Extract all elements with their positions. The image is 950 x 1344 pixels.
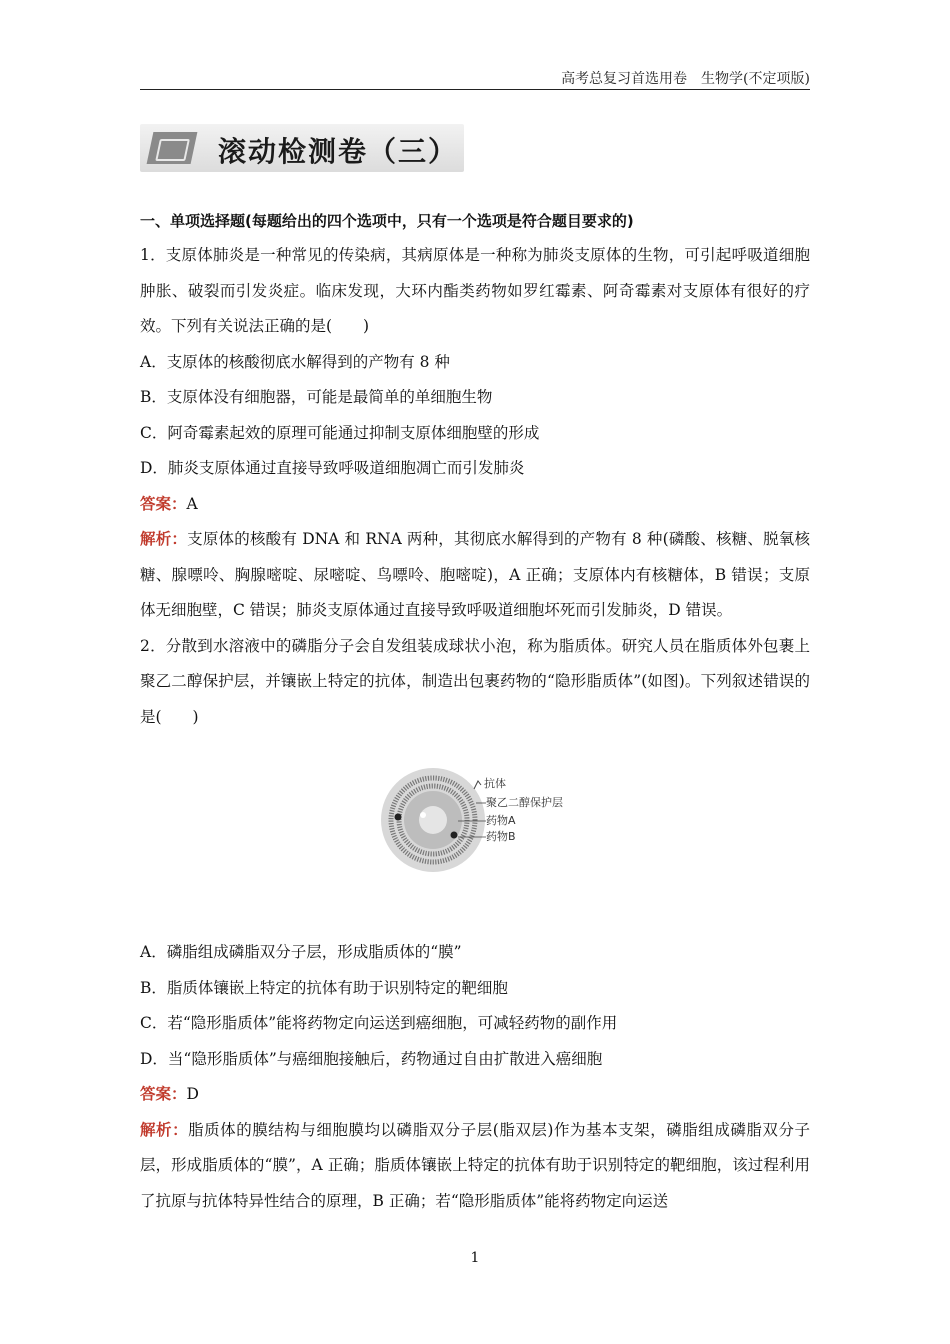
answer-line [140, 487, 810, 523]
title-banner [140, 124, 464, 172]
question-stem: 1．支原体肺炎是一种常见的传染病，其病原体是一种称为肺炎支原体的生物，可引起呼吸道细胞肿胀、破裂而引发炎症。临床发现，大环内酯类药物如罗红霉素、阿奇霉素对支原体有很好的疗效。下列有关说法正确的是( ) [140, 246, 810, 335]
option-b: B．脂质体镶嵌上特定的抗体有助于识别特定的靶细胞 [140, 978, 508, 997]
option-c: C．阿奇霉素起效的原理可能通过抑制支原体细胞壁的形成 [140, 423, 540, 442]
analysis [140, 1113, 810, 1220]
option-d: D．肺炎支原体通过直接导致呼吸道细胞凋亡而引发肺炎 [140, 459, 525, 477]
figure-label-antibody: 抗体 [484, 777, 506, 790]
page-title: 滚动检测卷（三） [218, 135, 459, 168]
answer-label: 答案： [140, 1085, 187, 1103]
header-rule [140, 89, 810, 90]
page-number: 1 [470, 1250, 480, 1266]
option-d: D．当“隐形脂质体”与癌细胞接触后，药物通过自由扩散进入癌细胞 [140, 1049, 603, 1068]
analysis [140, 522, 810, 629]
running-header: 高考总复习首选用卷 生物学(不定项版) [561, 71, 810, 87]
option-c: C．若“隐形脂质体”能将药物定向运送到癌细胞，可减轻药物的副作用 [140, 1014, 618, 1032]
analysis-label: 解析： [140, 1120, 189, 1139]
answer-value: D [186, 1085, 199, 1103]
liposome-figure [378, 765, 578, 875]
question-2 [140, 629, 810, 1220]
figure-label-peg-layer: 聚乙二醇保护层 [486, 796, 563, 809]
figure-label-drug-a: 药物A [486, 814, 516, 827]
question-1 [140, 238, 810, 629]
document-body [140, 206, 810, 1219]
option-b: B．支原体没有细胞器，可能是最简单的单细胞生物 [140, 388, 493, 406]
option-a: A．支原体的核酸彻底水解得到的产物有 8 种 [140, 352, 450, 371]
figure-label-drug-b: 药物B [486, 830, 516, 843]
option-a: A．磷脂组成磷脂双分子层，形成脂质体的“膜” [140, 943, 462, 961]
answer-label: 答案： [140, 494, 187, 513]
analysis-text: 脂质体的膜结构与细胞膜均以磷脂双分子层(脂双层)作为基本支架，磷脂组成磷脂双分子层，形成脂质体的“膜”，A 正确；脂质体镶嵌上特定的抗体有助于识别特定的靶细胞，该过程利用了抗原与抗体特异性结合的原理，B 正确；若“隐形脂质体”能将药物定向运送 [140, 1120, 810, 1210]
answer-line [140, 1077, 810, 1113]
question-stem: 2．分散到水溶液中的磷脂分子会自发组装成球状小泡，称为脂质体。研究人员在脂质体外包裹上聚乙二醇保护层，并镶嵌上特定的抗体，制造出包裹药物的“隐形脂质体”(如图)。下列叙述错误的是( ) [140, 636, 810, 726]
section-title: 一、单项选择题(每题给出的四个选项中，只有一个选项是符合题目要求的) [140, 212, 634, 230]
analysis-text: 支原体的核酸有 DNA 和 RNA 两种，其彻底水解得到的产物有 8 种(磷酸、核糖、脱氧核糖、腺嘌呤、胸腺嘧啶、尿嘧啶、鸟嘌呤、胞嘧啶)，A 正确；支原体内有核糖体，B 错误；支原体无细胞壁，C 错误；肺炎支原体通过直接导致呼吸道细胞坏死而引发肺炎，D 错误。 [140, 530, 810, 619]
answer-value: A [186, 494, 198, 513]
analysis-label: 解析： [140, 530, 188, 548]
test-paper-icon [147, 132, 198, 164]
figure-container [140, 735, 810, 935]
